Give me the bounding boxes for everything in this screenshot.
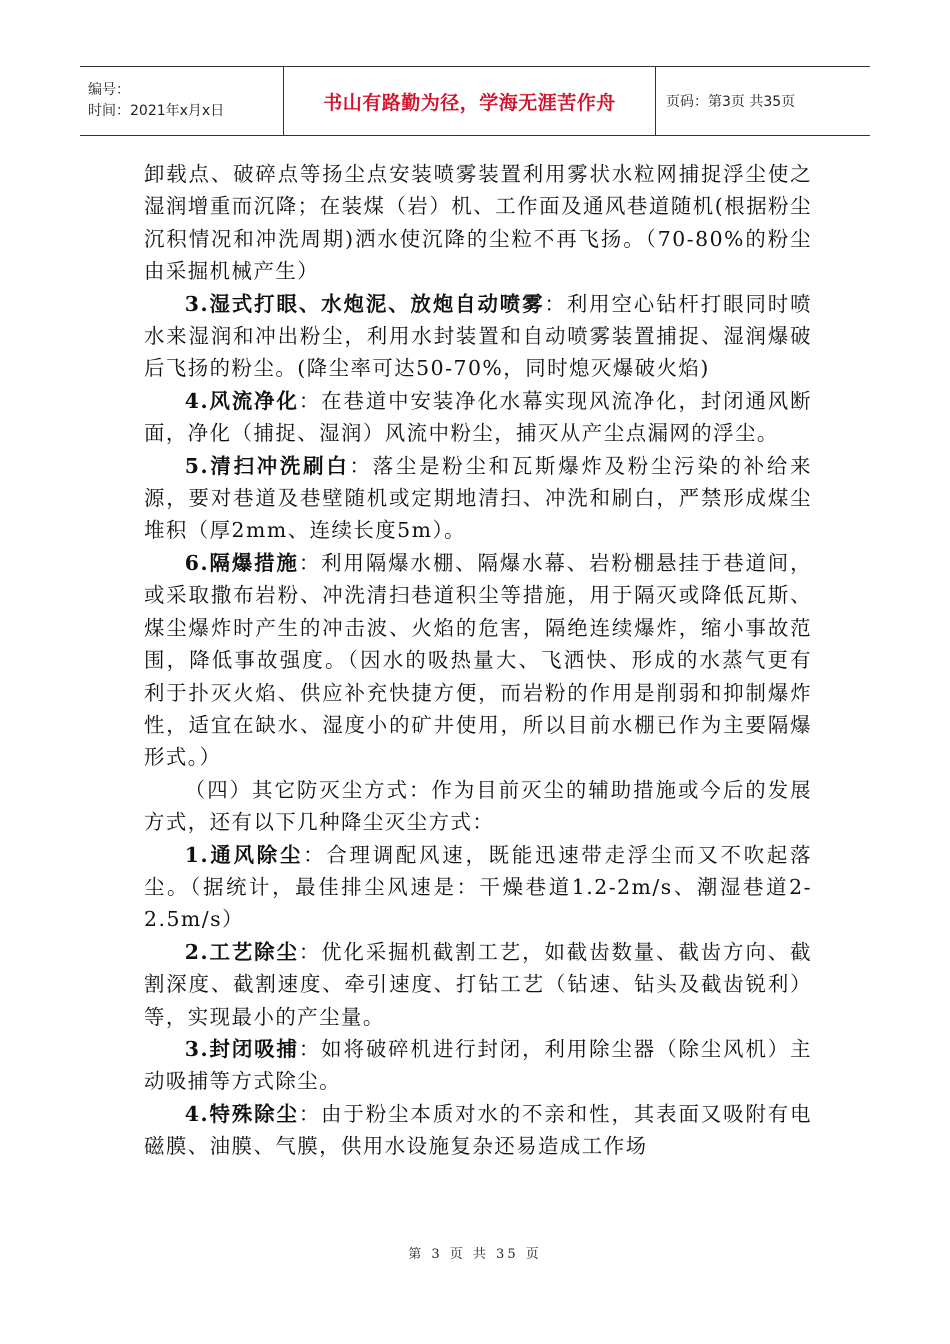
header-page-code-cell bbox=[656, 67, 870, 135]
header-motto: 书山有路勤为径，学海无涯苦作舟 bbox=[323, 91, 616, 114]
paragraph bbox=[144, 450, 812, 547]
paragraph bbox=[144, 288, 812, 385]
paragraph-text: （四）其它防灭尘方式：作为目前灭尘的辅助措施或今后的发展方式，还有以下几种降尘灭尘方式： bbox=[144, 777, 812, 835]
paragraph-text: ：合理调配风速，既能迅速带走浮尘而又不吹起落尘。（据统计，最佳排尘风速是：干燥巷道1.2-2m/s、潮湿巷道2-2.5m/s） bbox=[144, 842, 812, 932]
paragraph-text: 卸载点、破碎点等扬尘点安装喷雾装置利用雾状水粒网捕捉浮尘使之湿润增重而沉降；在装煤（岩）机、工作面及通风巷道随机(根据粉尘沉积情况和冲洗周期)洒水使沉降的尘粒不再飞扬。（70-80%的粉尘由采掘机械产生） bbox=[144, 162, 812, 284]
paragraph bbox=[144, 385, 812, 450]
header-meta bbox=[80, 67, 284, 135]
paragraph bbox=[144, 158, 812, 288]
paragraph-text: ：利用空心钻杆打眼同时喷水来湿润和冲出粉尘，利用水封装置和自动喷雾装置捕捉、湿润爆破后飞扬的粉尘。(降尘率可达50-70%，同时熄灭爆破火焰) bbox=[144, 291, 813, 381]
paragraph bbox=[144, 1033, 812, 1098]
paragraph bbox=[144, 547, 812, 774]
paragraph bbox=[144, 936, 812, 1033]
header-page-code: 页码：第3页 共35页 bbox=[666, 94, 796, 110]
paragraph bbox=[144, 774, 812, 839]
header-motto-cell bbox=[284, 67, 656, 135]
paragraph-heading: 4.特殊除尘 bbox=[184, 1101, 299, 1126]
paragraph-heading: 2.工艺除尘 bbox=[184, 939, 299, 964]
paragraph-text: ：如将破碎机进行封闭，利用除尘器（除尘风机）主动吸捕等方式除尘。 bbox=[144, 1036, 812, 1094]
paragraph-text: ：优化采掘机截割工艺，如截齿数量、截齿方向、截割深度、截割速度、牵引速度、打钻工艺（钻速、钻头及截齿锐利）等，实现最小的产尘量。 bbox=[144, 939, 812, 1029]
paragraph-text: ：由于粉尘本质对水的不亲和性，其表面又吸附有电磁膜、油膜、气膜，供用水设施复杂还易造成工作场 bbox=[144, 1101, 812, 1159]
page-header bbox=[80, 66, 870, 136]
page-footer: 第 3 页 共 35 页 bbox=[408, 1247, 542, 1262]
doc-time-label: 时间：2021年x月x日 bbox=[88, 103, 225, 119]
document-body bbox=[144, 158, 812, 1163]
doc-number-label: 编号： bbox=[88, 82, 130, 98]
paragraph bbox=[144, 839, 812, 936]
paragraph-heading: 6.隔爆措施 bbox=[184, 550, 299, 575]
paragraph-heading: 3.湿式打眼、水炮泥、放炮自动喷雾 bbox=[184, 291, 545, 316]
paragraph-text: ：利用隔爆水棚、隔爆水幕、岩粉棚悬挂于巷道间，或采取撒布岩粉、冲洗清扫巷道积尘等措施，用于隔灭或降低瓦斯、煤尘爆炸时产生的冲击波、火焰的危害，隔绝连续爆炸，缩小事故范围，降低事故强度。（因水的吸热量大、飞洒快、形成的水蒸气更有利于扑灭火焰、供应补充快捷方便，而岩粉的作用是削弱和抑制爆炸性，适宜在缺水、湿度小的矿井使用，所以目前水棚已作为主要隔爆形式。） bbox=[144, 550, 812, 770]
paragraph bbox=[144, 1098, 812, 1163]
paragraph-heading: 4.风流净化 bbox=[184, 388, 299, 413]
paragraph-heading: 1.通风除尘 bbox=[184, 842, 304, 867]
paragraph-heading: 3.封闭吸捕 bbox=[184, 1036, 299, 1061]
paragraph-text: ：在巷道中安装净化水幕实现风流净化，封闭通风断面，净化（捕捉、湿润）风流中粉尘，捕灭从产尘点漏网的浮尘。 bbox=[144, 388, 812, 446]
paragraph-text: ：落尘是粉尘和瓦斯爆炸及粉尘污染的补给来源，要对巷道及巷壁随机或定期地清扫、冲洗和刷白，严禁形成煤尘堆积（厚2mm、连续长度5m）。 bbox=[144, 453, 812, 543]
paragraph-heading: 5.清扫冲洗刷白 bbox=[184, 453, 350, 478]
